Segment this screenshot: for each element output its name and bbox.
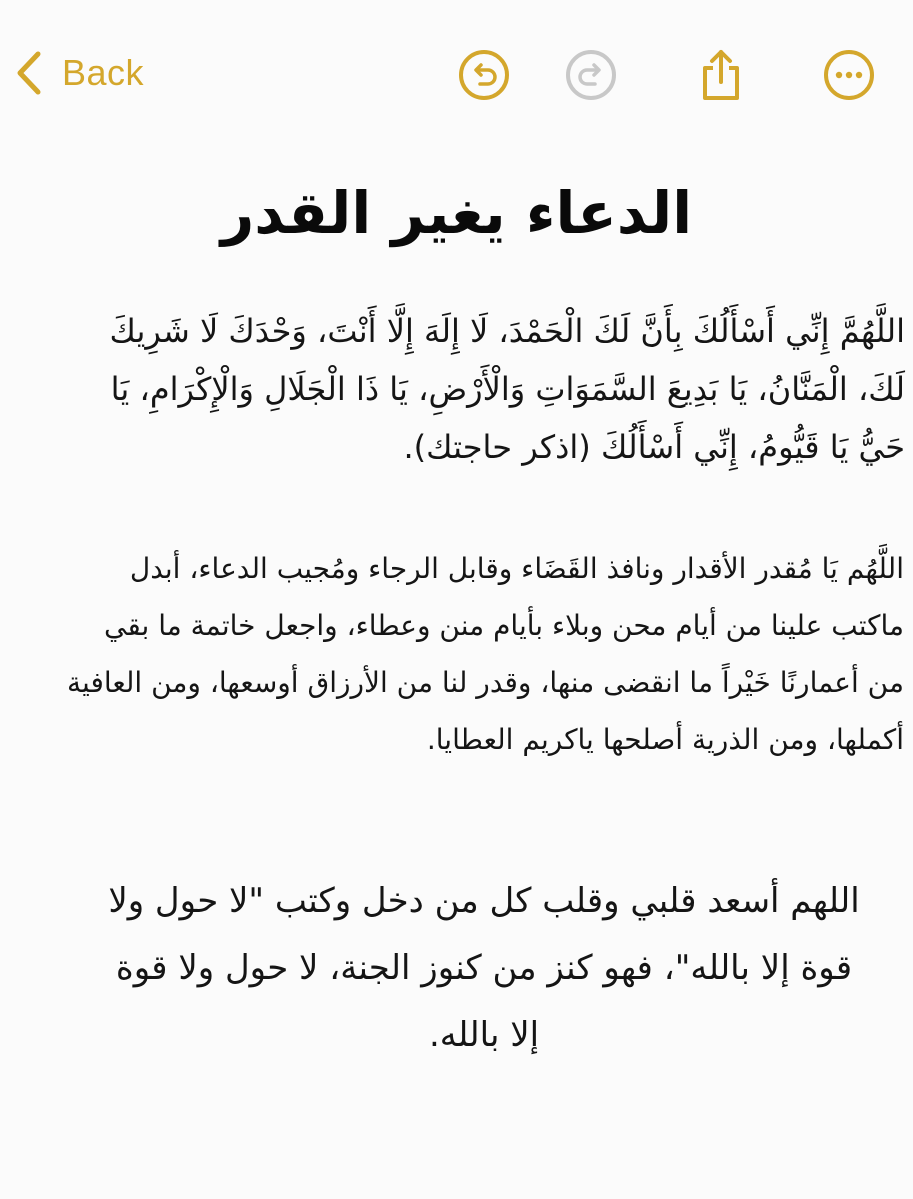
note-title: الدعاء يغير القدر — [220, 179, 693, 247]
more-icon — [822, 48, 876, 102]
redo-button[interactable] — [564, 48, 618, 102]
note-paragraph-3: اللهم أسعد قلبي وقلب كل من دخل وكتب "لا حول ولا قوة إلا بالله"، فهو كنز من كنوز الجنة، لا حول ولا قوة إلا بالله. — [108, 881, 860, 1055]
share-icon — [694, 48, 748, 102]
back-label: Back — [62, 52, 145, 93]
note-paragraph-2: اللَّهُم يَا مُقدر الأقدار ونافذ القَضَاء وقابل الرجاء ومُجيب الدعاء، أبدل ماكتب علينا من أيام محن وبلاء بأيام منن وعطاء، واجعل خاتمة ما بقي من أعمارنًا خَيْراً ما انقضى منها، وقدر لنا من الأرزاق أوسعها، ومن العافية أكملها، ومن الذرية أصلحها ياكريم العطايا. — [67, 552, 904, 756]
toolbar — [0, 0, 913, 150]
undo-button[interactable] — [457, 48, 511, 102]
chevron-left-icon — [14, 48, 44, 98]
share-button[interactable] — [694, 48, 748, 102]
note-paragraph-1: اللَّهُمَّ إِنِّي أَسْأَلُكَ بِأَنَّ لَكَ الْحَمْدَ، لَا إِلَهَ إِلَّا أَنْتَ، وَحْدَكَ لَا شَرِيكَ لَكَ، الْمَنَّانُ، يَا بَدِيعَ السَّمَوَاتِ وَالْأَرْضِ، يَا ذَا الْجَلَالِ وَالْإِكْرَامِ، يَا حَيُّ يَا قَيُّومُ، إِنِّي أَسْأَلُكَ (اذكر حاجتك). — [109, 312, 905, 466]
more-button[interactable] — [822, 48, 876, 102]
back-button[interactable] — [14, 48, 144, 98]
undo-icon — [457, 48, 511, 102]
redo-icon — [564, 48, 618, 102]
